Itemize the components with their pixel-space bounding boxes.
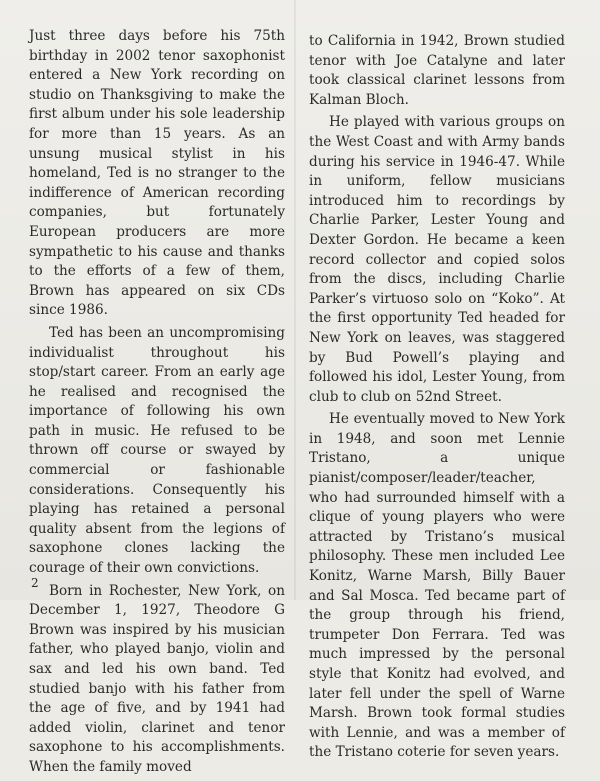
- paragraph: Just three days before his 75th birthday in 2002 tenor saxophonist entered a New York recording on studio on Thanksgiving to make the first album under his sole leadership for more than 15 years. As an unsung musical stylist in his homeland, Ted is no stranger to the indifference of American recording companies, but fortunately European producers are more sympathetic to his cause and thanks to the efforts of a few of them, Brown has appeared on six CDs since 1986.: [29, 28, 285, 319]
- left-column: [29, 27, 285, 781]
- paragraph: He played with various groups on the West Coast and with Army bands during his service in 1946-47. While in uniform, fellow musicians introduced him to recordings by Charlie Parker, Lester Young and Dexter Gordon. He became a keen record collector and copied solos from the discs, including Charlie Parker’s virtuoso solo on “Koko”. At the first opportunity Ted headed for New York on leaves, was staggered by Bud Powell’s playing and followed his idol, Lester Young, from club to club on 52nd Street.: [309, 114, 565, 405]
- paragraph: to California in 1942, Brown studied tenor with Joe Catalyne and later took classical clarinet lessons from Kalman Bloch.: [309, 33, 565, 108]
- column-gutter: [294, 0, 296, 600]
- paragraph: Ted has been an uncompromising individualist throughout his stop/start career. From an early age he realised and recognised the importance of following his own path in music. He refused to be thrown off course or swayed by commercial or fashionable considerations. Consequently his playing has retained a personal quality absent from the legions of saxophone clones lacking the courage of their own convictions.: [29, 324, 285, 577]
- right-column: [309, 32, 565, 766]
- paragraph: He eventually moved to New York in 1948, and soon met Lennie Tristano, a unique pianist/composer/leader/teacher, who had surrounded himself with a clique of young players who were attracted by Tristano’s musical philosophy. These men included Lee Konitz, Warne Marsh, Billy Bauer and Sal Mosca. Ted became part of the group through his friend, trumpeter Don Ferrara. Ted was much impressed by the personal style that Konitz had evolved, and later fell under the spell of Warne Marsh. Brown took formal studies with Lennie, and was a member of the Tristano coterie for seven years.: [309, 411, 565, 761]
- paragraph: Born in Rochester, New York, on December 1, 1927, Theodore G Brown was inspired by his musician father, who played banjo, violin and sax and led his own band. Ted studied banjo with his father from the age of five, and by 1941 had added violin, clarinet and tenor saxophone to his accomplishments. When the family moved: [29, 582, 285, 775]
- page-number: 2: [31, 576, 39, 590]
